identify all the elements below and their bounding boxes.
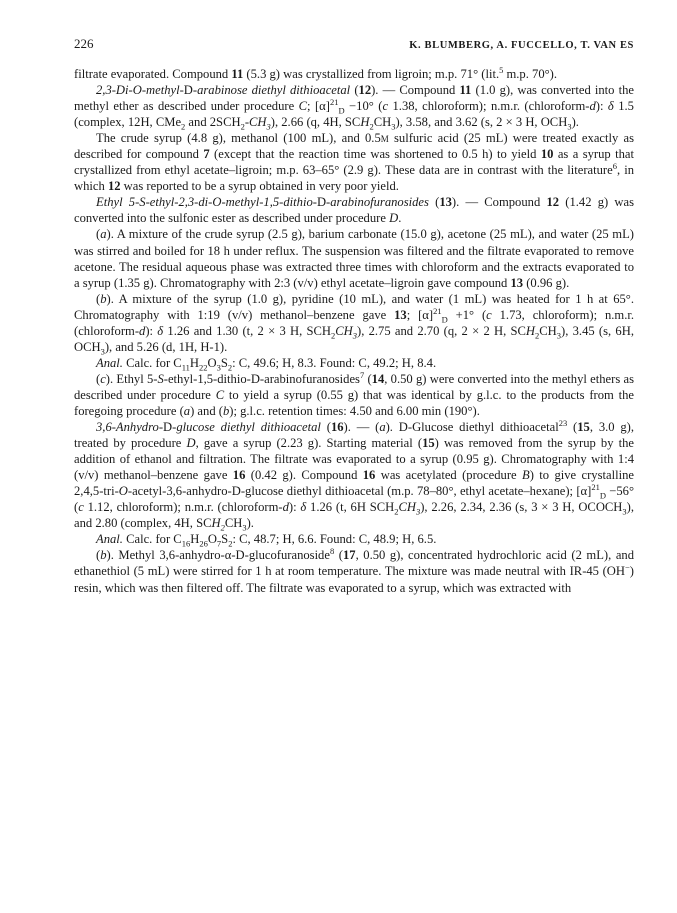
page-header	[74, 36, 634, 58]
paragraph: 2,3-Di-O-methyl-D-arabinose diethyl dithioacetal (12). — Compound 11 (1.0 g), was converted into the methyl ether as described under procedure C; $[\alpha]^{21}_D -10^\circ$ (c 1.38, chloroform); n.m.r. (chloroform-d): δ 1.5 (complex, 12H, CMe$_2$ and $2SCH_2-CH_3$), 2.66 (q, 4H, $SCH_2CH_3$), 3.58, and 3.62 (s, 2 × 3 H, $OCH_3$).	[74, 83, 634, 132]
page-number: 226	[74, 36, 94, 51]
paragraph: (b). A mixture of the syrup (1.0 g), pyridine (10 mL), and water (1 mL) was heated for 1 h at 65°. Chromatography with 1:19 (v/v) methanol–benzene gave 13; $[\alpha]^{21}_D +1^\circ$ (c 1.73, chloroform); n.m.r. (chloroform-d): δ 1.26 and 1.30 (t, 2 × 3 H, $SCH_2CH_3$), 2.75 and 2.70 (q, 2 × 2 H, $SCH_2CH_3$), 3.45 (s, 6H, $OCH_3$), and 5.26 (d, 1H, H-1).	[74, 291, 634, 357]
paragraph: The crude syrup (4.8 g), methanol (100 mL), and 0.5m sulfuric acid (25 mL) were treated exactly as described for compound 7 (except that the reaction time was shortened to 0.5 h) to yield 10 as a syrup that crystallized from ethyl acetate–ligroin; m.p. 63–65° (2.9 g). These data are in contrast with the literature$^6$, in which 12 was reported to be a syrup obtained in very poor yield.	[74, 131, 635, 194]
paragraph: Anal. Calc. for $C_{11}H_{22}O_3S_2$: C, 49.6; H, 8.3. Found: C, 49.2; H, 8.4.	[96, 355, 437, 373]
running-head: K. BLUMBERG, A. FUCCELLO, T. VAN ES	[409, 40, 634, 51]
journal-page	[74, 36, 634, 596]
paragraph: filtrate evaporated. Compound 11 (5.3 g) was crystallized from ligroin; m.p. 71° (lit.$^5$ m.p. 70°).	[74, 64, 558, 81]
paragraph: Anal. Calc. for $C_{16}H_{26}O_7S_2$: C, 48.7; H, 6.6. Found: C, 48.9; H, 6.5.	[96, 532, 437, 549]
paragraph: (b). Methyl 3,6-anhydro-α-D-glucofuranoside$^8$ (17, 0.50 g), concentrated hydrochloric acid (2 mL), and ethanethiol (5 mL) were stirred for 1 h at room temperature. The mixture was made neutral with IR-45 (OH−) resin, which was then filtered off. The filtrate was evaporated to a syrup, which was extracted with	[74, 546, 635, 595]
paragraph: Ethyl 5-S-ethyl-2,3-di-O-methyl-1,5-dithio-D-arabinofuranosides (13). — Compound 12 (1.42 g) was converted into the sulfonic ester as described under procedure D.	[74, 195, 634, 226]
paragraph: (a). A mixture of the crude syrup (2.5 g), barium carbonate (15.0 g), acetone (25 mL), and water (25 mL) was stirred and boiled for 18 h under reflux. The suspension was filtered and the filtrate evaporated to remove acetone. The residual aqueous phase was extracted three times with chloroform and the extracts evaporated to a syrup (1.35 g). Chromatography with 2:3 (v/v) ethyl acetate–ligroin gave compound 13 (0.96 g).	[74, 227, 634, 290]
paragraph: 3,6-Anhydro-D-glucose diethyl dithioacetal (16). — (a). D-Glucose diethyl dithioacetal$^{23}$ (15, 3.0 g), treated by procedure D, gave a syrup (2.23 g). Starting material (15) was removed from the syrup by the addition of ethanol and filtration. The filtrate was evaporated to a syrup (0.95 g). Chromatography with 1:4 (v/v) methanol–benzene gave 16 (0.42 g). Compound 16 was acetylated (procedure B) to give crystalline 2,4,5-tri-O-acetyl-3,6-anhydro-D-glucose diethyl dithioacetal (m.p. 78–80°, ethyl acetate–hexane); $[\alpha]^{21}_D -56^\circ$ (c 1.12, chloroform); n.m.r. (chloroform-d): δ 1.26 (t, 6H $SCH_2CH_3$), 2.26, 2.34, 2.36 (s, 3 × 3 H, $OCOCH_3$), and 2.80 (complex, 4H, $SCH_2CH_3$).	[74, 417, 635, 533]
article-body	[74, 66, 634, 596]
paragraph: (c). Ethyl 5-S-ethyl-1,5-dithio-D-arabinofuranosides$^7$ (14, 0.50 g) were converted into the methyl ethers as described under procedure C to yield a syrup (0.55 g) that was identical by g.l.c. to the products from the foregoing procedure (a) and (b); g.l.c. retention times: 4.50 and 6.00 min (190°).	[74, 369, 634, 418]
